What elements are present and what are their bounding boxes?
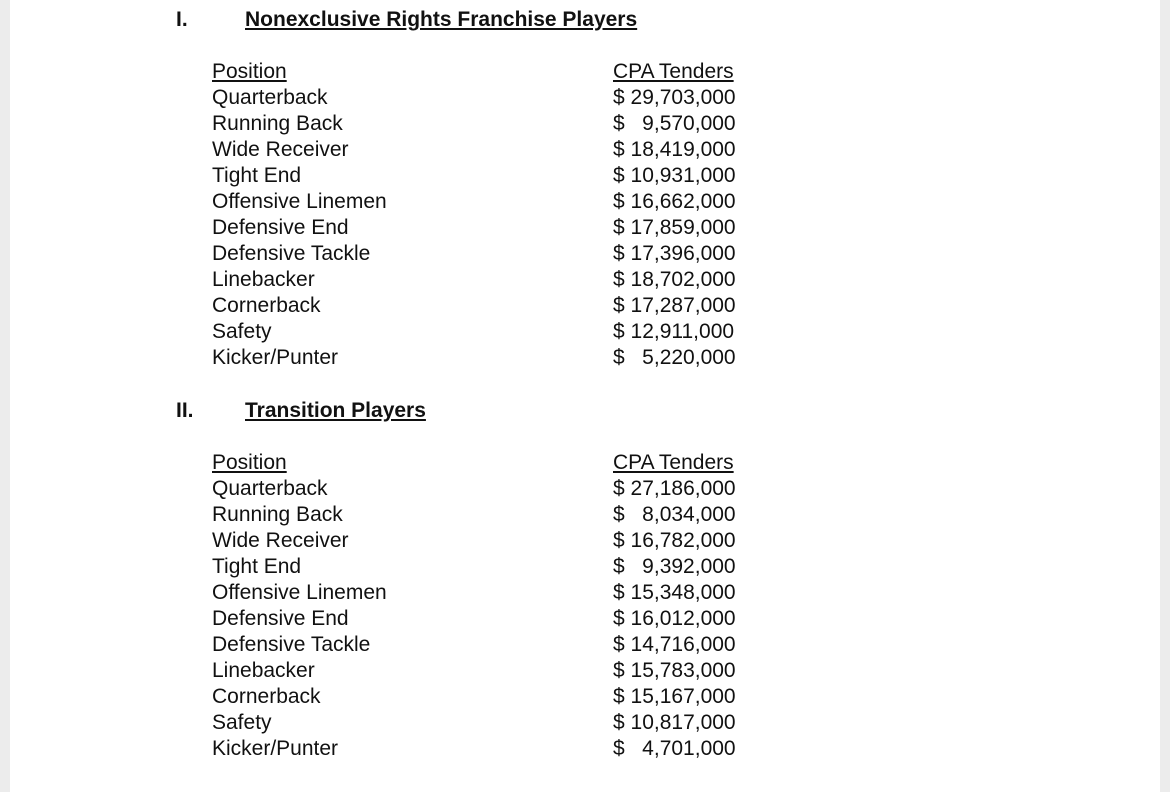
tender-cell: $ 12,911,000	[613, 320, 735, 343]
position-cell: Defensive End	[212, 607, 349, 630]
tender-cell: $ 14,716,000	[613, 633, 736, 656]
section-title: Nonexclusive Rights Franchise Players	[245, 8, 638, 31]
position-cell: Cornerback	[212, 685, 321, 708]
table-header-row	[212, 450, 772, 476]
section-number: II.	[176, 399, 194, 422]
position-cell: Linebacker	[212, 659, 315, 682]
table-row	[212, 502, 772, 528]
tender-cell: $ 17,396,000	[613, 242, 736, 265]
tender-cell: $ 10,817,000	[613, 711, 736, 734]
position-cell: Defensive End	[212, 216, 349, 239]
table-row	[212, 319, 772, 345]
table-row	[212, 241, 772, 267]
tender-cell: $ 16,782,000	[613, 529, 736, 552]
position-cell: Quarterback	[212, 477, 328, 500]
tender-cell: $ 16,662,000	[613, 190, 736, 213]
table-row	[212, 476, 772, 502]
table-row	[212, 736, 772, 762]
position-cell: Offensive Linemen	[212, 190, 387, 213]
position-cell: Linebacker	[212, 268, 315, 291]
position-cell: Cornerback	[212, 294, 321, 317]
column-header-position: Position	[212, 60, 287, 83]
tender-cell: $ 10,931,000	[613, 164, 736, 187]
table-row	[212, 684, 772, 710]
position-cell: Kicker/Punter	[212, 737, 339, 760]
table-row	[212, 658, 772, 684]
table-row	[212, 632, 772, 658]
position-cell: Wide Receiver	[212, 138, 349, 161]
position-cell: Tight End	[212, 555, 302, 578]
table-row	[212, 528, 772, 554]
tender-cell: $ 17,287,000	[613, 294, 736, 317]
table-header-row	[212, 59, 772, 85]
position-cell: Quarterback	[212, 86, 328, 109]
tender-cell: $ 18,419,000	[613, 138, 736, 161]
table-row	[212, 710, 772, 736]
column-header-tenders: CPA Tenders	[613, 451, 734, 474]
table-row	[212, 554, 772, 580]
position-cell: Kicker/Punter	[212, 346, 339, 369]
table-row	[212, 163, 772, 189]
tender-cell: $ 16,012,000	[613, 607, 736, 630]
position-cell: Safety	[212, 711, 272, 734]
section-number: I.	[176, 8, 188, 31]
section-title: Transition Players	[245, 399, 426, 422]
position-cell: Running Back	[212, 112, 343, 135]
table-row	[212, 606, 772, 632]
position-cell: Defensive Tackle	[212, 633, 371, 656]
tender-table	[212, 450, 772, 762]
tender-table	[212, 59, 772, 371]
tender-cell: $ 9,570,000	[613, 112, 736, 135]
tender-cell: $ 29,703,000	[613, 86, 736, 109]
position-cell: Tight End	[212, 164, 302, 187]
tender-cell: $ 15,783,000	[613, 659, 736, 682]
tender-cell: $ 27,186,000	[613, 477, 736, 500]
column-header-tenders: CPA Tenders	[613, 60, 734, 83]
position-cell: Wide Receiver	[212, 529, 349, 552]
position-cell: Running Back	[212, 503, 343, 526]
position-cell: Offensive Linemen	[212, 581, 387, 604]
table-row	[212, 137, 772, 163]
tender-cell: $ 15,167,000	[613, 685, 736, 708]
tender-cell: $ 8,034,000	[613, 503, 736, 526]
tender-cell: $ 9,392,000	[613, 555, 736, 578]
tender-cell: $ 15,348,000	[613, 581, 736, 604]
table-row	[212, 111, 772, 137]
table-row	[212, 345, 772, 371]
table-row	[212, 293, 772, 319]
table-row	[212, 580, 772, 606]
table-row	[212, 267, 772, 293]
tender-cell: $ 4,701,000	[613, 737, 736, 760]
position-cell: Defensive Tackle	[212, 242, 371, 265]
table-row	[212, 215, 772, 241]
tender-cell: $ 18,702,000	[613, 268, 736, 291]
tender-cell: $ 5,220,000	[613, 346, 736, 369]
position-cell: Safety	[212, 320, 272, 343]
document-page	[10, 0, 1160, 792]
column-header-position: Position	[212, 451, 287, 474]
table-row	[212, 85, 772, 111]
tender-cell: $ 17,859,000	[613, 216, 736, 239]
table-row	[212, 189, 772, 215]
